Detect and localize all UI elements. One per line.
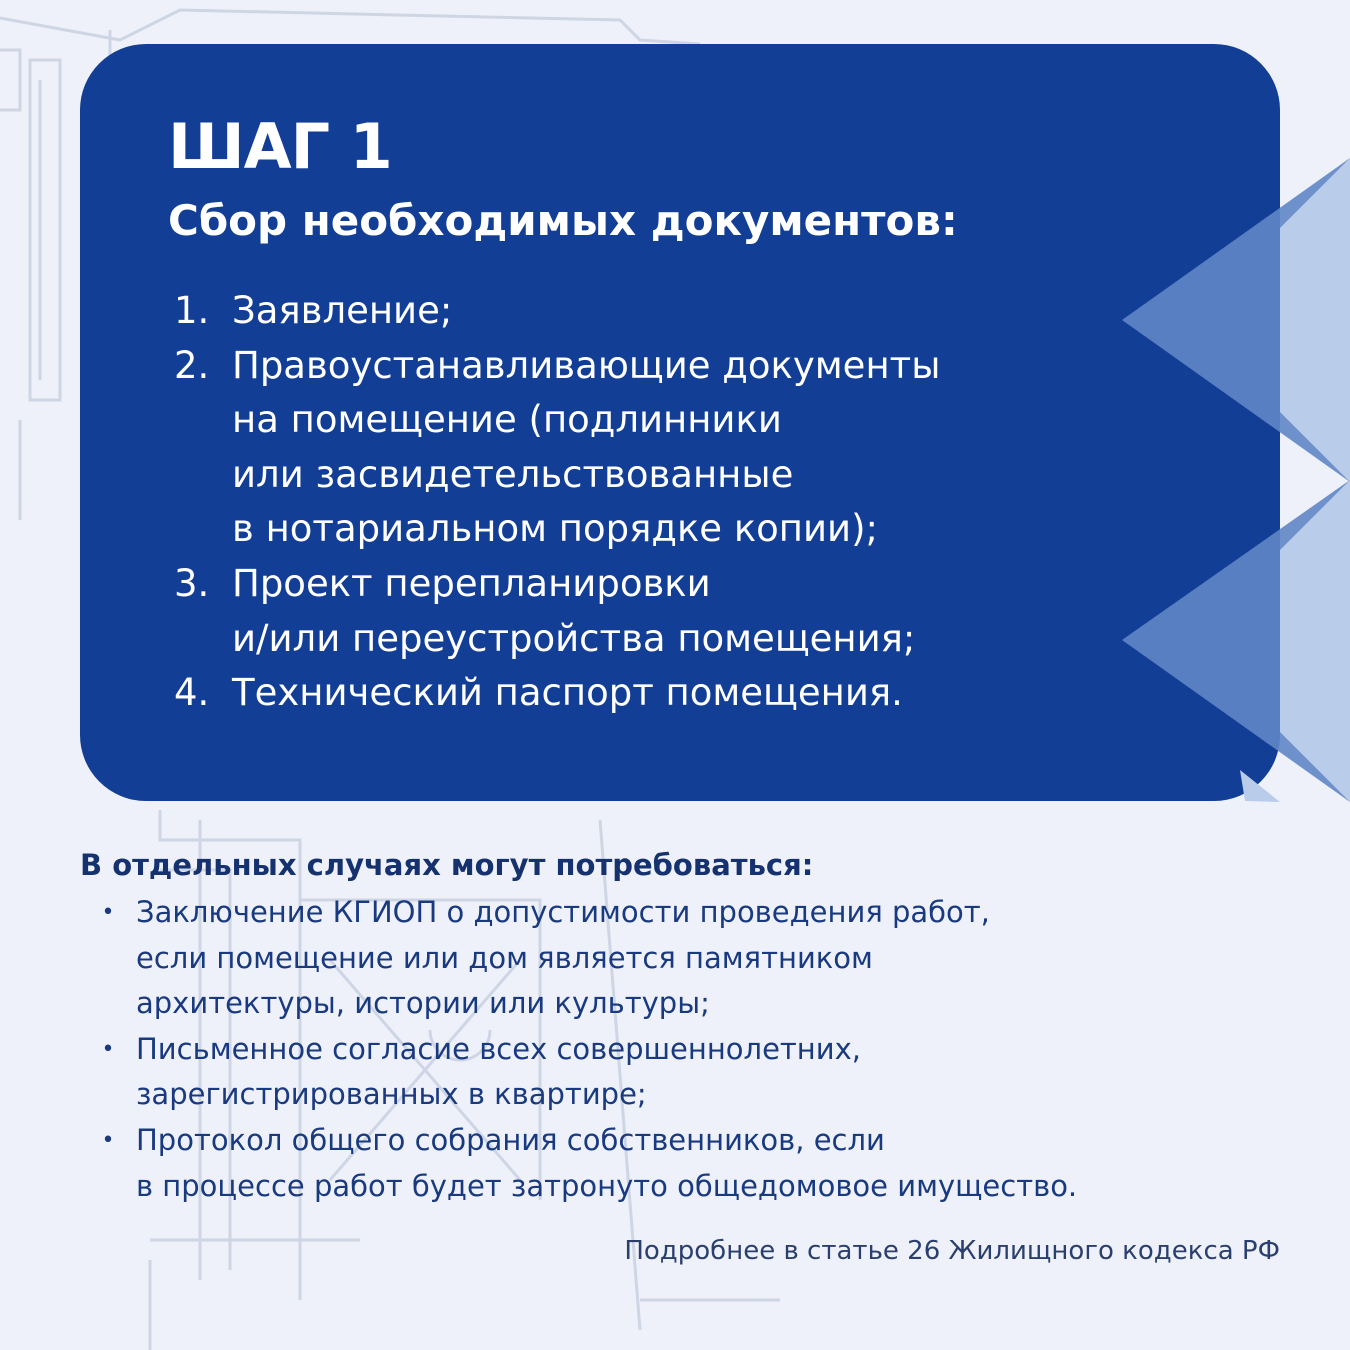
document-number: 4. xyxy=(174,671,210,715)
step-subtitle: Сбор необходимых документов: xyxy=(168,196,958,245)
footnote-reference: Подробнее в статье 26 Жилищного кодекса РФ xyxy=(624,1236,1280,1266)
additional-item xyxy=(80,1027,1280,1118)
document-number: 3. xyxy=(174,561,210,605)
additional-item-text: Письменное согласие всех совершеннолетних, зарегистрированных в квартире; xyxy=(136,1031,861,1112)
additional-heading: В отдельных случаях могут потребоваться: xyxy=(80,848,814,882)
additional-item-text: Заключение КГИОП о допустимости проведения работ, если помещение или дом является памятником архитектуры, истории или культуры; xyxy=(136,895,990,1021)
additional-item xyxy=(80,1118,1280,1209)
document-text: Заявление; xyxy=(232,289,453,332)
additional-list xyxy=(80,890,1280,1209)
document-number: 1. xyxy=(174,289,210,332)
document-number: 2. xyxy=(174,343,210,387)
bullet-icon: • xyxy=(101,1127,115,1153)
additional-item-text: Протокол общего собрания собственников, если в процессе работ будет затронуто общедомовое имущество. xyxy=(136,1122,1078,1203)
document-text: Технический паспорт помещения. xyxy=(232,671,903,715)
bullet-icon: • xyxy=(101,1036,115,1062)
document-text: Правоустанавливающие документы на помещение (подлинники или засвидетельствованные в нотариальном порядке копии); xyxy=(232,343,941,551)
step-title: ШАГ 1 xyxy=(168,110,392,183)
diamond-card-corner-shape xyxy=(1240,770,1280,802)
bullet-icon: • xyxy=(101,900,115,925)
additional-item xyxy=(80,890,1280,1027)
additional-documents xyxy=(80,848,1280,1209)
document-text: Проект перепланировки и/или переустройства помещения; xyxy=(232,561,916,660)
